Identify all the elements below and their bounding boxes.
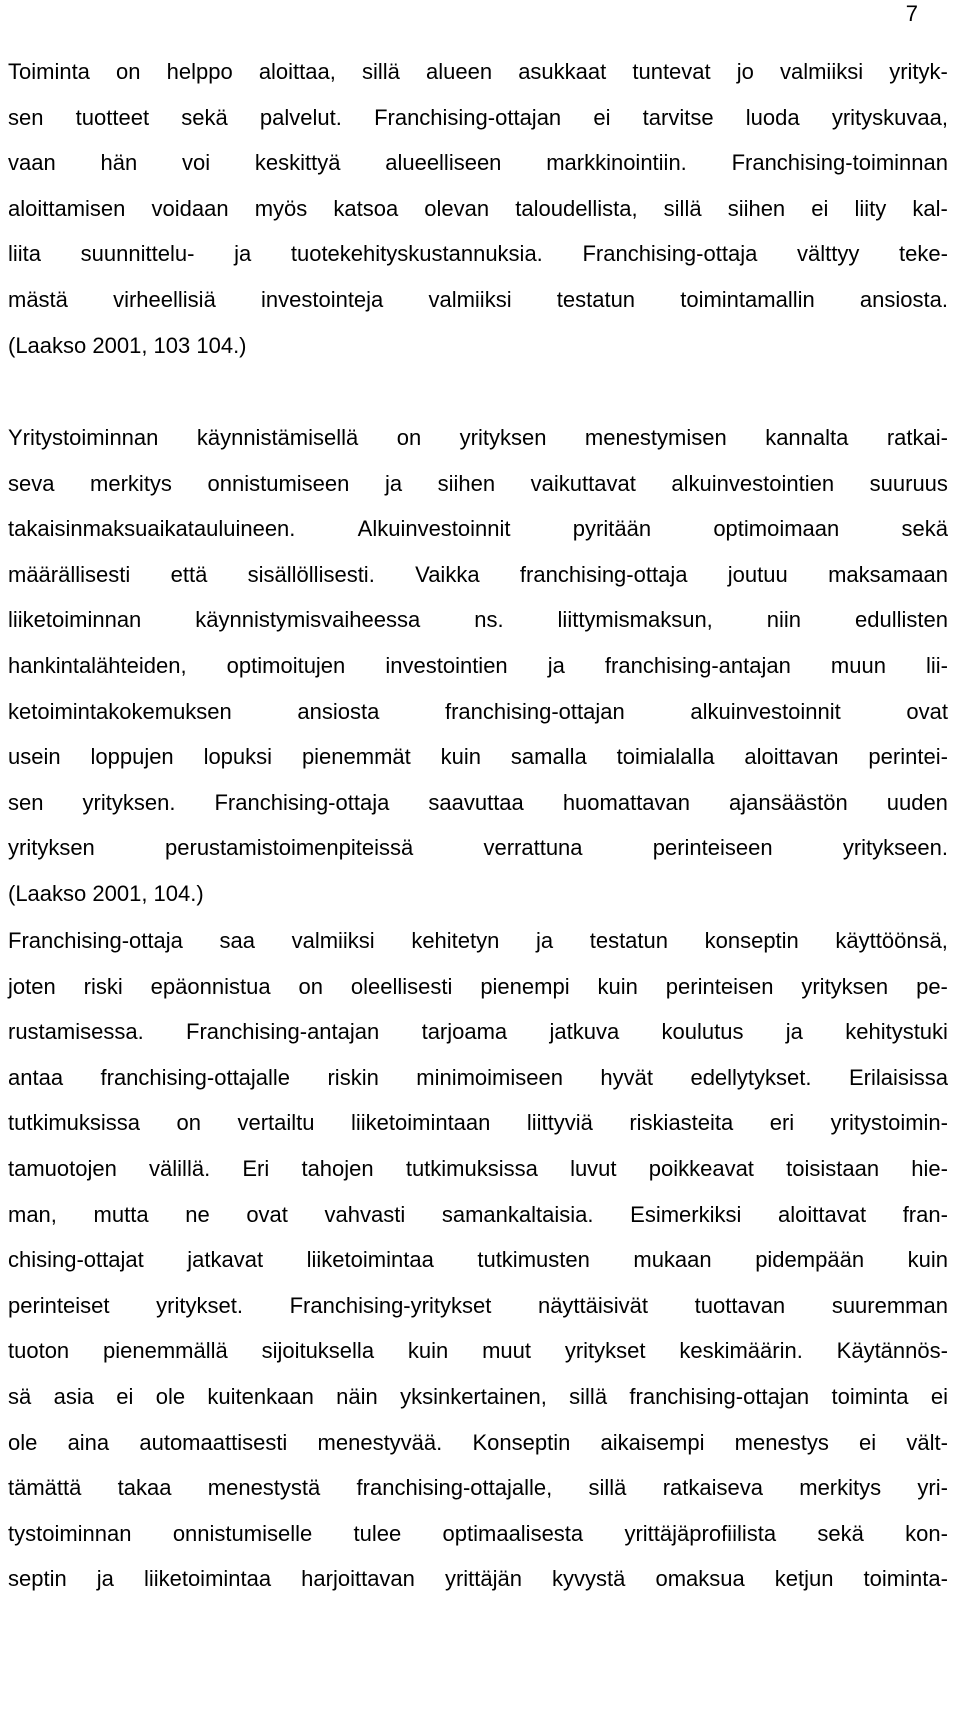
text-line: (Laakso 2001, 104.) <box>8 881 204 906</box>
text-line: aloittamisen voidaan myös katsoa olevan taloudellista, sillä siihen ei liity kal- <box>8 195 948 221</box>
text-line: sen tuotteet sekä palvelut. Franchising-ottajan ei tarvitse luoda yrityskuvaa, <box>8 104 948 130</box>
text-line: Toiminta on helppo aloittaa, sillä alueen asukkaat tuntevat jo valmiiksi yrityk- <box>8 59 948 84</box>
text-line: seva merkitys onnistumiseen ja siihen vaikuttavat alkuinvestointien suuruus <box>8 470 948 496</box>
page-number: 7 <box>905 1 918 26</box>
text-line: määrällisesti että sisällöllisesti. Vaikka franchising-ottaja joutuu maksamaan <box>8 561 948 587</box>
text-line: tystoiminnan onnistumiselle tulee optimaalisesta yrittäjäprofiilista sekä kon- <box>8 1520 948 1546</box>
text-line: man, mutta ne ovat vahvasti samankaltaisia. Esimerkiksi aloittavat fran- <box>8 1201 948 1227</box>
text-line: tamuotojen välillä. Eri tahojen tutkimuksissa luvut poikkeavat toisistaan hie- <box>8 1156 948 1181</box>
text-line: chising-ottajat jatkavat liiketoimintaa tutkimusten mukaan pidempään kuin <box>8 1247 948 1273</box>
text-line: Yritystoiminnan käynnistämisellä on yrityksen menestymisen kannalta ratkai- <box>8 425 948 450</box>
text-line: ketoimintakokemuksen ansiosta franchising-ottajan alkuinvestoinnit ovat <box>8 698 948 724</box>
text-line: takaisinmaksuaikatauluineen. Alkuinvestoinnit pyritään optimoimaan sekä <box>8 516 948 542</box>
text-line: tuoton pienemmällä sijoituksella kuin muut yritykset keskimäärin. Käytännös- <box>8 1338 948 1364</box>
text-line: yrityksen perustamistoimenpiteissä verrattuna perinteiseen yritykseen. <box>8 835 948 861</box>
text-line: Franchising-ottaja saa valmiiksi kehitetyn ja testatun konseptin käyttöönsä, <box>8 928 948 953</box>
text-line: septin ja liiketoimintaa harjoittavan yrittäjän kyvystä omaksua ketjun toiminta- <box>8 1566 948 1592</box>
text-line: ole aina automaattisesti menestyvää. Konseptin aikaisempi menestys ei vält- <box>8 1429 948 1455</box>
text-line: sen yrityksen. Franchising-ottaja saavuttaa huomattavan ajansäästön uuden <box>8 789 948 815</box>
text-line: usein loppujen lopuksi pienemmät kuin samalla toimialalla aloittavan perintei- <box>8 744 948 770</box>
text-line: tämättä takaa menestystä franchising-ottajalle, sillä ratkaiseva merkitys yri- <box>8 1475 948 1501</box>
text-line: joten riski epäonnistua on oleellisesti pienempi kuin perinteisen yrityksen pe- <box>8 973 948 999</box>
text-line: tutkimuksissa on vertailtu liiketoimintaan liittyviä riskiasteita eri yritystoimin- <box>8 1110 948 1136</box>
text-line: mästä virheellisiä investointeja valmiiksi testatun toimintamallin ansiosta. <box>8 287 948 312</box>
text-line: sä asia ei ole kuitenkaan näin yksinkertainen, sillä franchising-ottajan toiminta ei <box>8 1384 948 1409</box>
text-line: vaan hän voi keskittyä alueelliseen markkinointiin. Franchising-toiminnan <box>8 150 948 176</box>
text-line: perinteiset yritykset. Franchising-yritykset näyttäisivät tuottavan suuremman <box>8 1292 948 1318</box>
text-line: liita suunnittelu- ja tuotekehityskustannuksia. Franchising-ottaja välttyy teke- <box>8 241 948 267</box>
text-line: antaa franchising-ottajalle riskin minimoimiseen hyvät edellytykset. Erilaisissa <box>8 1064 948 1090</box>
text-line: hankintalähteiden, optimoitujen investointien ja franchising-antajan muun lii- <box>8 653 948 678</box>
text-line: liiketoiminnan käynnistymisvaiheessa ns. liittymismaksun, niin edullisten <box>8 607 948 633</box>
text-line: rustamisessa. Franchising-antajan tarjoama jatkuva koulutus ja kehitystuki <box>8 1019 948 1045</box>
text-line: (Laakso 2001, 103 104.) <box>8 332 247 358</box>
